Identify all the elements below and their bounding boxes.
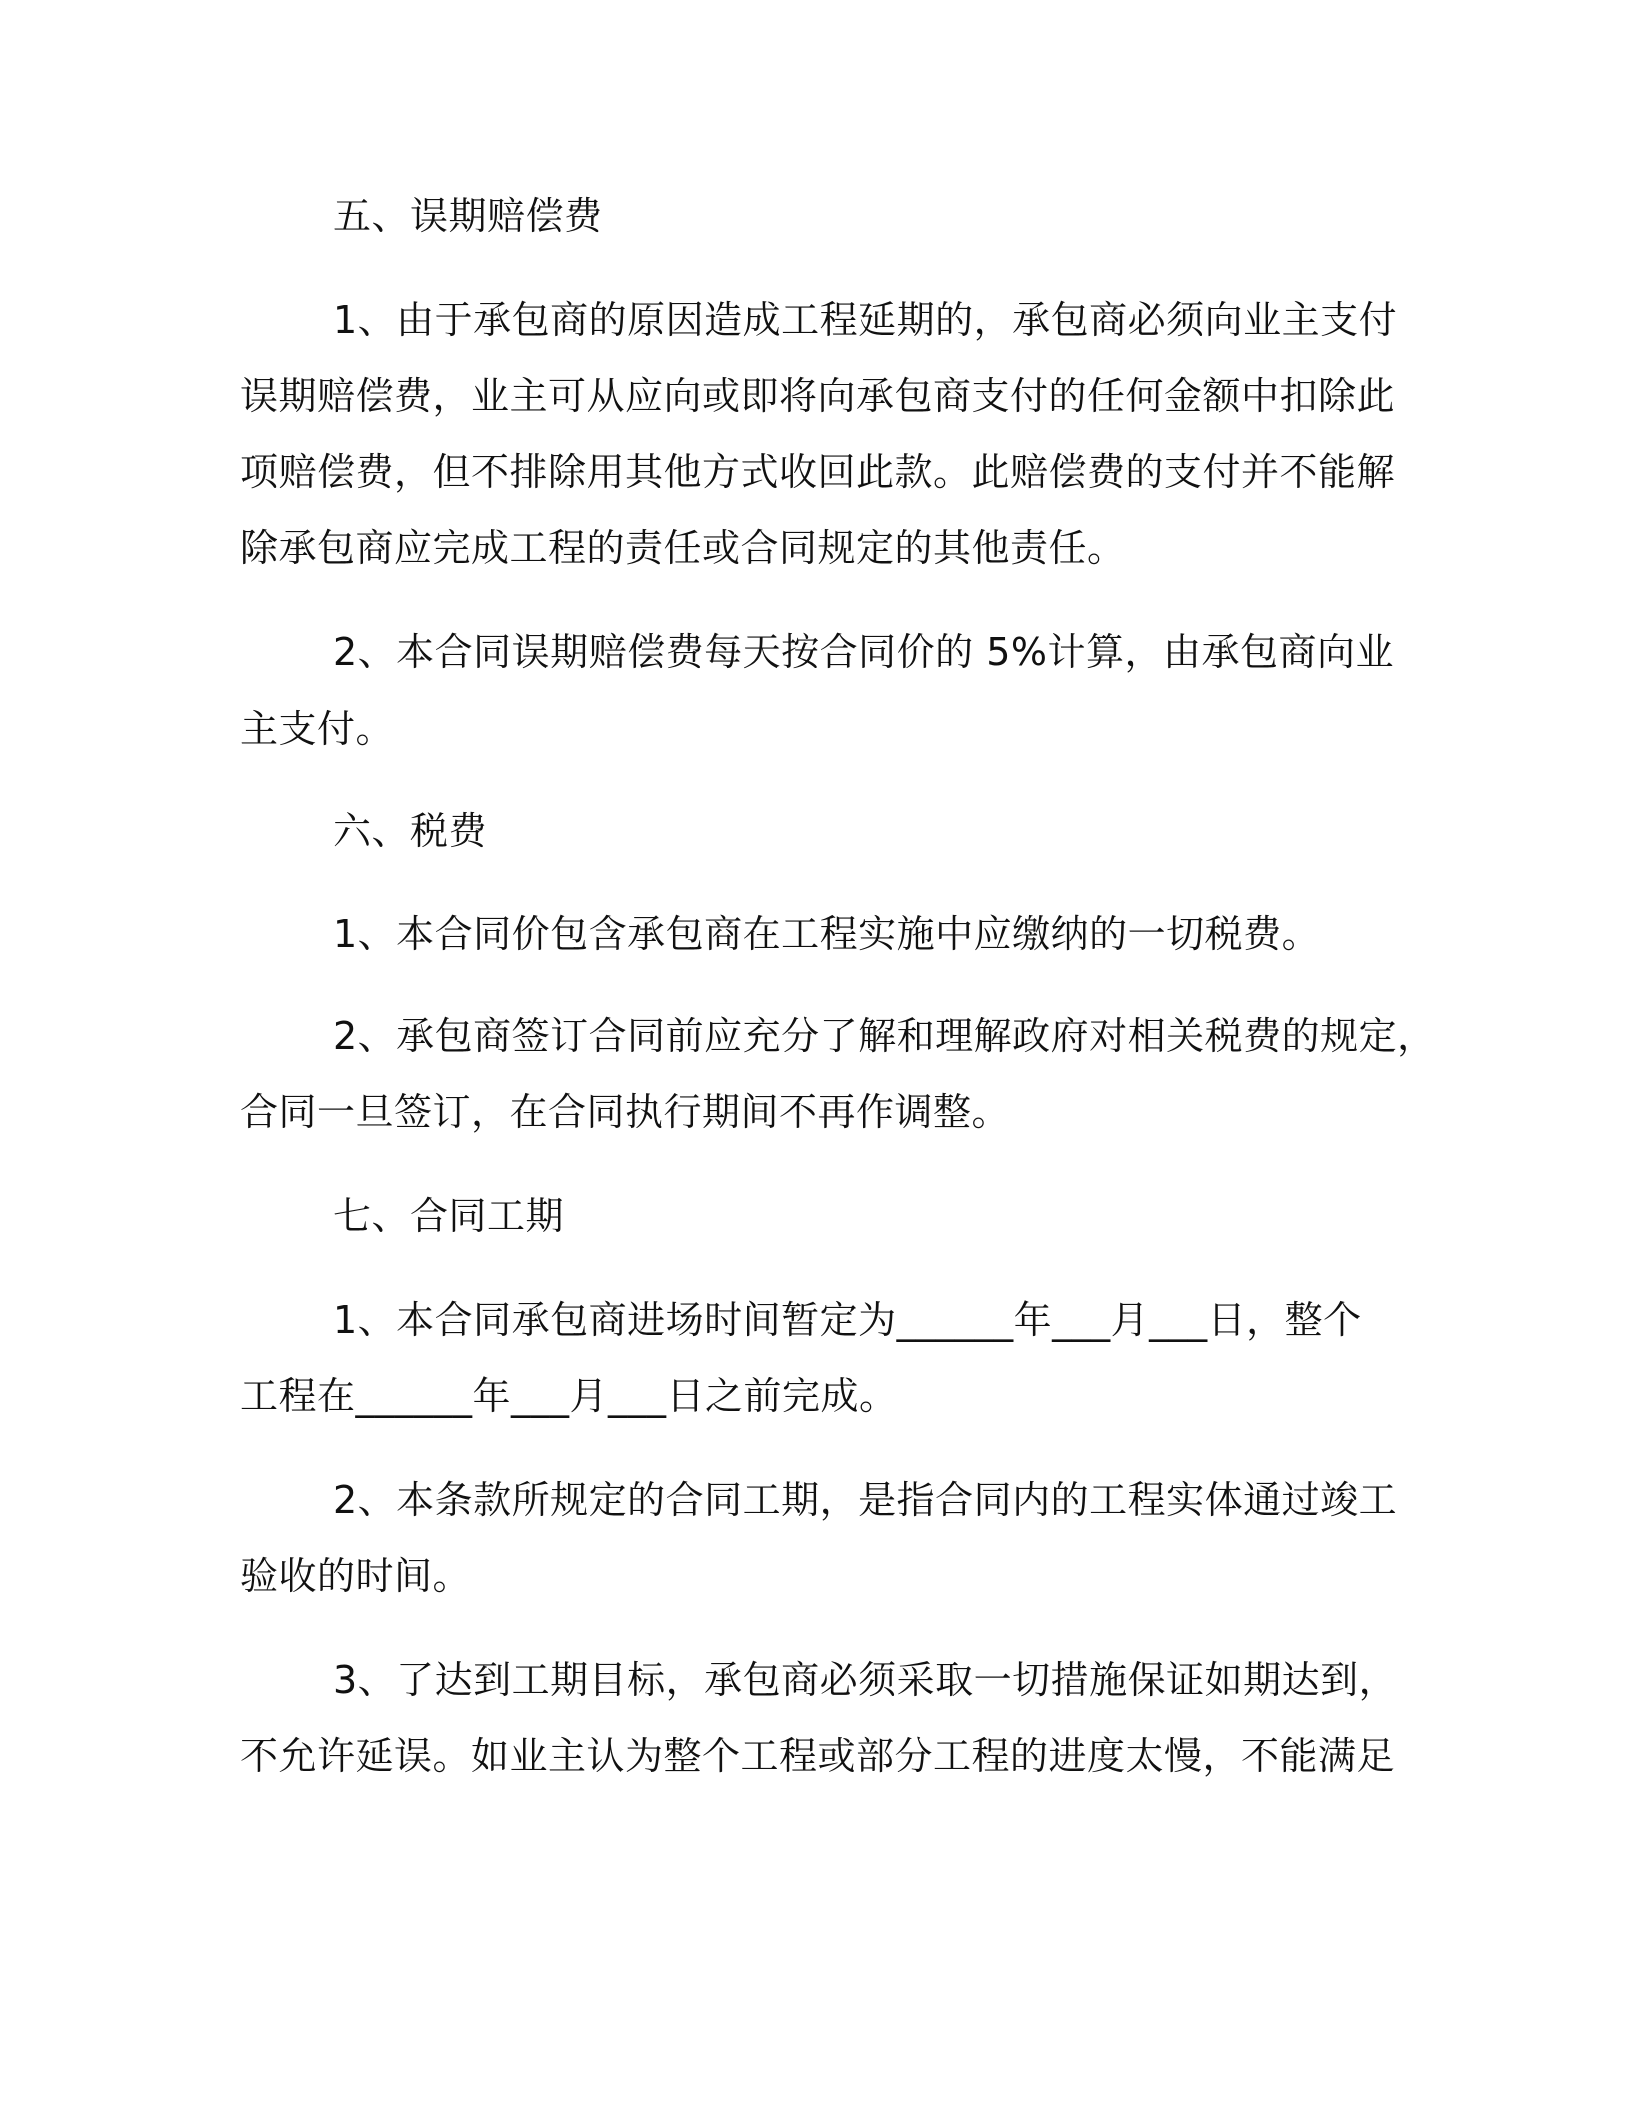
clause-5-1-line-2: 误期赔偿费，业主可从应向或即将向承包商支付的任何金额中扣除此 (240, 374, 1396, 418)
clause-6-2-line-1: 2、承包商签订合同前应充分了解和理解政府对相关税费的规定， (333, 1014, 1436, 1058)
clause-7-3-line-2: 不允许延误。如业主认为整个工程或部分工程的进度太慢，不能满足 (240, 1734, 1396, 1778)
section-heading-5: 五、误期赔偿费 (333, 194, 603, 238)
clause-7-2-line-1: 2、本条款所规定的合同工期，是指合同内的工程实体通过竣工 (333, 1478, 1398, 1522)
clause-6-2-line-2: 合同一旦签订，在合同执行期间不再作调整。 (240, 1090, 1011, 1134)
section-heading-7: 七、合同工期 (333, 1194, 565, 1238)
clause-5-1-line-4: 除承包商应完成工程的责任或合同规定的其他责任。 (240, 526, 1126, 570)
clause-5-2-line-2: 主支付。 (240, 707, 395, 751)
clause-7-1-line-2: 工程在______年___月___日之前完成。 (240, 1374, 898, 1418)
clause-7-3-line-1: 3、了达到工期目标，承包商必须采取一切措施保证如期达到， (333, 1658, 1398, 1702)
clause-7-1-line-1: 1、本合同承包商进场时间暂定为______年___月___日，整个 (333, 1298, 1362, 1342)
clause-5-2-line-1: 2、本合同误期赔偿费每天按合同价的 5%计算，由承包商向业 (333, 630, 1395, 674)
clause-7-2-line-2: 验收的时间。 (240, 1554, 472, 1598)
clause-6-1-line-1: 1、本合同价包含承包商在工程实施中应缴纳的一切税费。 (333, 912, 1321, 956)
clause-5-1-line-1: 1、由于承包商的原因造成工程延期的，承包商必须向业主支付 (333, 298, 1398, 342)
clause-5-1-line-3: 项赔偿费，但不排除用其他方式收回此款。此赔偿费的支付并不能解 (240, 450, 1396, 494)
section-heading-6: 六、税费 (333, 809, 488, 853)
